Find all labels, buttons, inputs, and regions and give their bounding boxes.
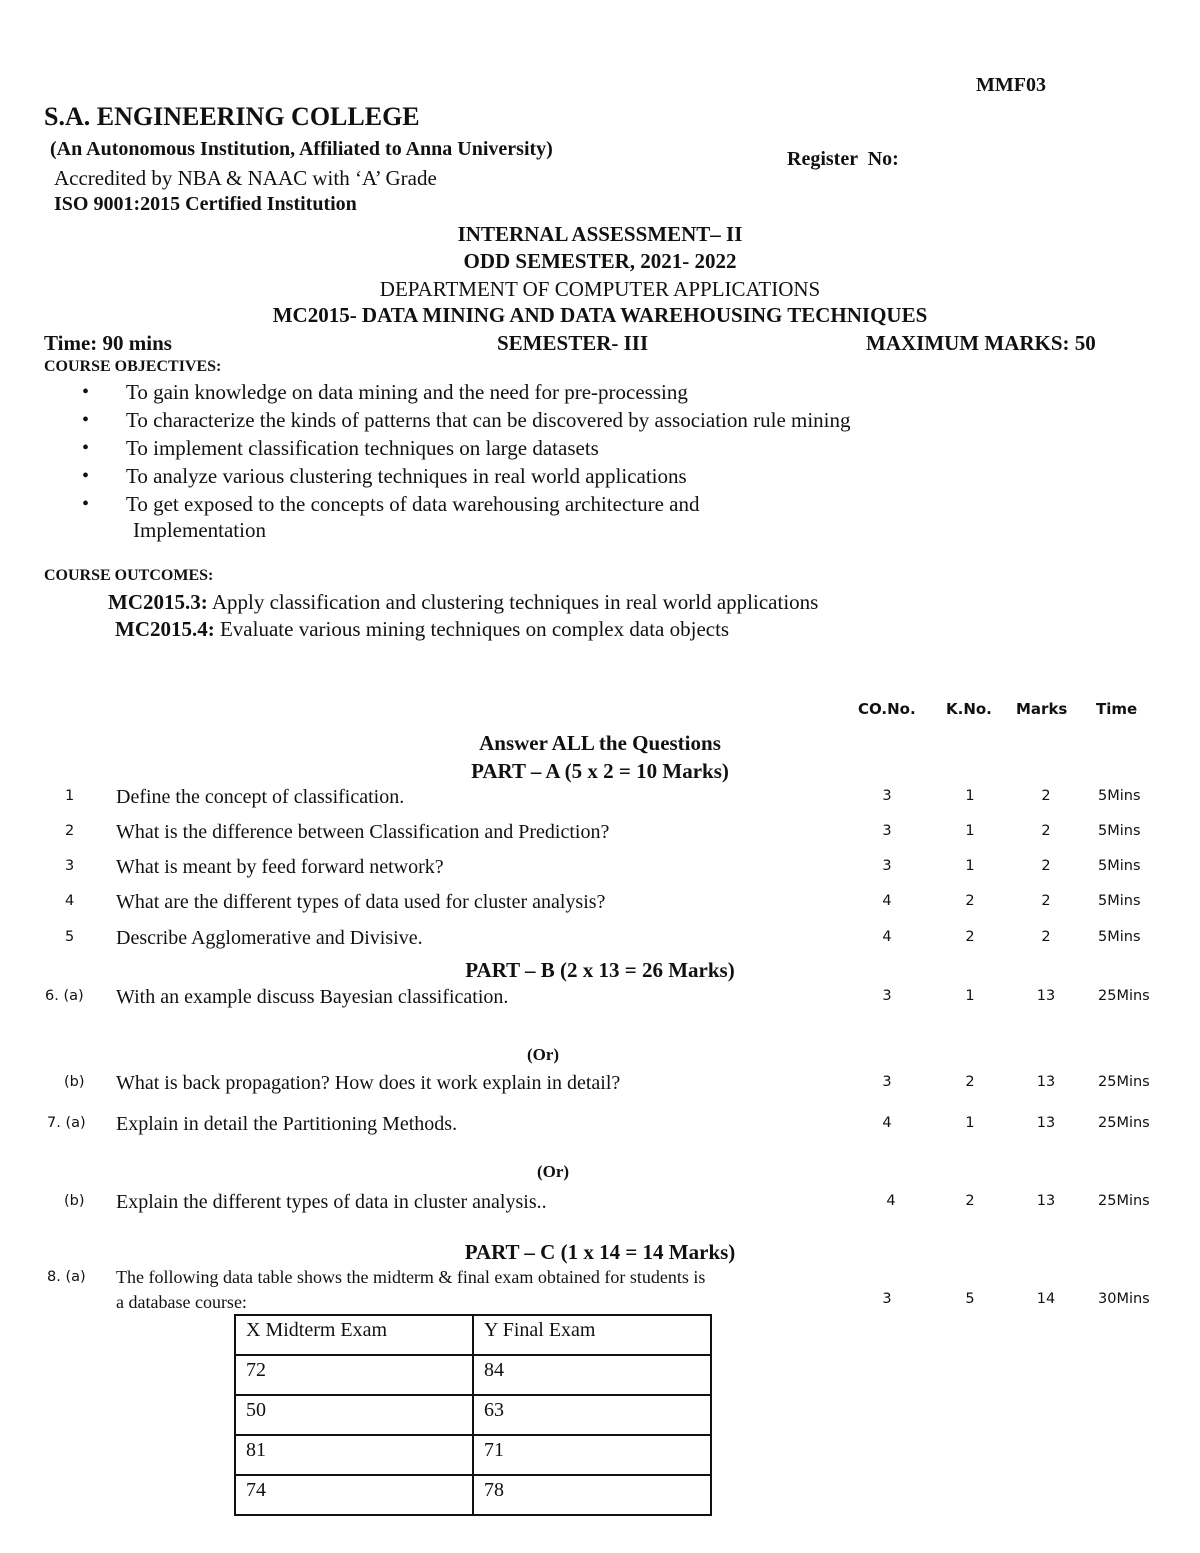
table-cell: 81	[235, 1435, 473, 1475]
part-b-title: PART – B (2 x 13 = 26 Marks)	[465, 958, 735, 982]
table-row	[235, 1395, 711, 1435]
outcomes-heading: COURSE OUTCOMES:	[44, 567, 214, 584]
question-k: 1	[965, 988, 975, 1004]
table-cell: 72	[235, 1355, 473, 1395]
question-marks: 13	[1036, 988, 1056, 1004]
question-k: 1	[965, 788, 975, 804]
outcome-item	[115, 617, 729, 642]
question-text: With an example discuss Bayesian classification.	[116, 986, 509, 1008]
or-separator: (Or)	[526, 1045, 560, 1064]
table-cell: 63	[473, 1395, 711, 1435]
table-cell: 78	[473, 1475, 711, 1515]
question-marks: 13	[1036, 1115, 1056, 1131]
part-c-title: PART – C (1 x 14 = 14 Marks)	[464, 1240, 736, 1264]
question-k: 1	[965, 1115, 975, 1131]
exam-time: Time: 90 mins	[44, 331, 172, 355]
table-header-cell: X Midterm Exam	[235, 1315, 473, 1355]
accreditation: Accredited by NBA & NAAC with ‘A’ Grade	[54, 166, 437, 190]
objective-item: • To implement classification techniques on large datasets	[82, 434, 851, 462]
question-number: 7. (a)	[47, 1115, 86, 1131]
question-k: 2	[965, 929, 975, 945]
question-number: (b)	[64, 1193, 85, 1209]
question-number: 4	[65, 893, 75, 909]
question-number: 3	[65, 858, 75, 874]
question-co: 3	[882, 788, 892, 804]
question-time: 5Mins	[1098, 858, 1141, 874]
objective-item: • To get exposed to the concepts of data warehousing architecture and	[82, 490, 851, 518]
table-row	[235, 1475, 711, 1515]
question-k: 1	[965, 823, 975, 839]
table-cell: 84	[473, 1355, 711, 1395]
question-text: What is meant by feed forward network?	[116, 856, 444, 878]
question-k: 5	[965, 1291, 975, 1307]
objective-item: • To analyze various clustering techniques in real world applications	[82, 462, 851, 490]
question-marks: 2	[1041, 893, 1051, 909]
question-co: 3	[882, 1291, 892, 1307]
question-number: 1	[65, 788, 75, 804]
assessment-title: INTERNAL ASSESSMENT– II	[457, 222, 743, 246]
question-text: Define the concept of classification.	[116, 786, 405, 808]
question-text: What is back propagation? How does it work explain in detail?	[116, 1072, 621, 1094]
question-marks: 2	[1041, 788, 1051, 804]
department: DEPARTMENT OF COMPUTER APPLICATIONS	[379, 277, 821, 301]
question-time: 5Mins	[1098, 929, 1141, 945]
outcome-item	[108, 590, 818, 615]
question-k: 2	[965, 1074, 975, 1090]
question-marks: 2	[1041, 858, 1051, 874]
part-a-title: PART – A (5 x 2 = 10 Marks)	[471, 759, 729, 783]
question-time: 25Mins	[1098, 1193, 1150, 1209]
question-k: 2	[965, 893, 975, 909]
question-k: 1	[965, 858, 975, 874]
question-time: 25Mins	[1098, 1115, 1150, 1131]
question-number: 6. (a)	[45, 988, 84, 1004]
table-cell: 50	[235, 1395, 473, 1435]
question-text: What are the different types of data used for cluster analysis?	[116, 891, 606, 913]
exam-scores-table	[234, 1314, 712, 1516]
question-time: 30Mins	[1098, 1291, 1150, 1307]
exam-semester: SEMESTER- III	[497, 331, 649, 355]
question-co: 4	[882, 1115, 892, 1131]
question-co: 4	[886, 1193, 896, 1209]
question-text: Explain in detail the Partitioning Methods.	[116, 1113, 458, 1135]
question-number: (b)	[64, 1074, 85, 1090]
question-co: 4	[882, 929, 892, 945]
question-marks: 13	[1036, 1074, 1056, 1090]
question-time: 5Mins	[1098, 823, 1141, 839]
form-code: MMF03	[976, 74, 1046, 96]
table-header-cell: Y Final Exam	[473, 1315, 711, 1355]
register-number-label: Register No:	[787, 148, 899, 170]
outcome-text: Evaluate various mining techniques on complex data objects	[214, 617, 730, 641]
objective-item: • To gain knowledge on data mining and the need for pre-processing	[82, 378, 851, 406]
question-marks: 2	[1041, 823, 1051, 839]
question-text: What is the difference between Classification and Prediction?	[116, 821, 610, 843]
table-row	[235, 1355, 711, 1395]
question-number: 5	[65, 929, 75, 945]
question-k: 2	[965, 1193, 975, 1209]
table-header-row	[235, 1315, 711, 1355]
question-time: 25Mins	[1098, 1074, 1150, 1090]
question-text: Explain the different types of data in cluster analysis..	[116, 1191, 547, 1213]
question-time: 5Mins	[1098, 788, 1141, 804]
question-marks: 2	[1041, 929, 1051, 945]
instructions: Answer ALL the Questions	[479, 731, 721, 755]
objective-item: • To characterize the kinds of patterns that can be discovered by association rule mining	[82, 406, 851, 434]
college-name: S.A. ENGINEERING COLLEGE	[44, 102, 420, 131]
iso-certification: ISO 9001:2015 Certified Institution	[54, 193, 357, 215]
table-row	[235, 1435, 711, 1475]
outcome-code: MC2015.4:	[115, 617, 215, 641]
question-number: 8. (a)	[47, 1269, 86, 1285]
column-header-marks: Marks	[1016, 700, 1068, 718]
max-marks: MAXIMUM MARKS: 50	[866, 331, 1096, 355]
question-number: 2	[65, 823, 75, 839]
column-header-k: K.No.	[946, 700, 992, 718]
question-co: 3	[882, 823, 892, 839]
semester-year: ODD SEMESTER, 2021- 2022	[463, 249, 737, 273]
column-header-time: Time	[1096, 700, 1138, 718]
question-text: The following data table shows the midterm & final exam obtained for students is	[116, 1267, 706, 1287]
question-co: 3	[882, 858, 892, 874]
outcome-code: MC2015.3:	[108, 590, 208, 614]
question-time: 25Mins	[1098, 988, 1150, 1004]
question-co: 4	[882, 893, 892, 909]
table-cell: 71	[473, 1435, 711, 1475]
course-title: MC2015- DATA MINING AND DATA WAREHOUSING TECHNIQUES	[272, 303, 928, 327]
objectives-list	[82, 378, 851, 518]
table-cell: 74	[235, 1475, 473, 1515]
or-separator: (Or)	[536, 1162, 570, 1181]
column-header-co: CO.No.	[858, 700, 916, 718]
question-co: 3	[882, 1074, 892, 1090]
affiliation: (An Autonomous Institution, Affiliated to Anna University)	[50, 138, 553, 160]
question-marks: 14	[1036, 1291, 1056, 1307]
outcome-text: Apply classification and clustering techniques in real world applications	[207, 590, 819, 614]
objectives-heading: COURSE OBJECTIVES:	[44, 358, 222, 375]
question-text-continued: a database course:	[116, 1292, 247, 1312]
question-marks: 13	[1036, 1193, 1056, 1209]
question-co: 3	[882, 988, 892, 1004]
question-time: 5Mins	[1098, 893, 1141, 909]
question-text: Describe Agglomerative and Divisive.	[116, 927, 423, 949]
objective-continuation: Implementation	[133, 518, 266, 542]
